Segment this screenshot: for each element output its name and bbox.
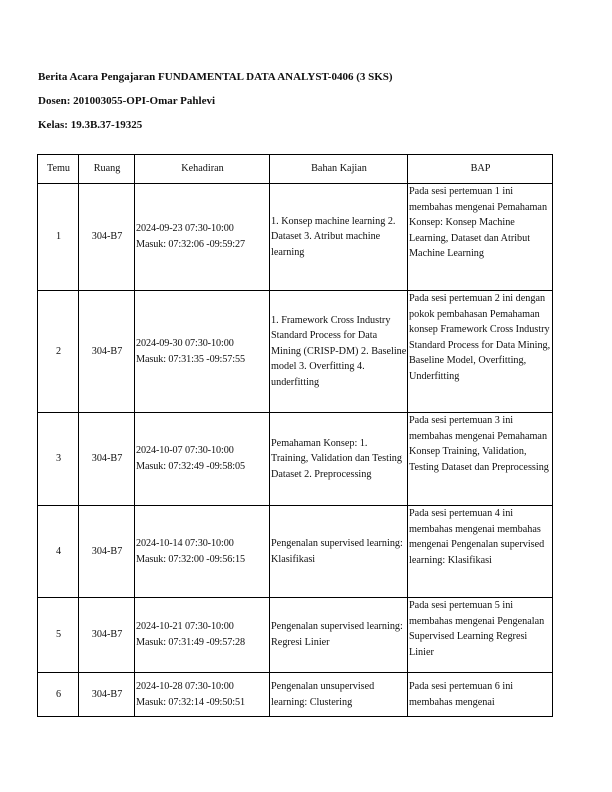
check-in-text: Masuk: 07:31:49 -09:57:28 (136, 637, 245, 648)
table-row (38, 413, 553, 506)
kehadiran-cell (135, 506, 270, 598)
table-row (38, 184, 553, 291)
ruang-cell: 304-B7 (79, 413, 135, 506)
ruang-cell: 304-B7 (79, 506, 135, 598)
schedule-text: 2024-09-23 07:30-10:00 (136, 223, 234, 235)
header-temu: Temu (38, 155, 79, 184)
temu-cell: 5 (38, 598, 79, 673)
document-title: Berita Acara Pengajaran FUNDAMENTAL DATA ANALYST-0406 (3 SKS) (38, 71, 393, 83)
ruang-cell: 304-B7 (79, 291, 135, 413)
bap-cell: Pada sesi pertemuan 2 ini dengan pokok pembahasan Pemahaman konsep Framework Cross Industry Standard Process for Data Mining, Baseline Model, Overfitting, Underfitting (408, 291, 553, 413)
temu-cell: 1 (38, 184, 79, 291)
temu-cell: 6 (38, 673, 79, 717)
header-bahan-kajian: Bahan Kajian (270, 155, 408, 184)
schedule-text: 2024-09-30 07:30-10:00 (136, 337, 234, 349)
lecturer-line: Dosen: 201003055-OPI-Omar Pahlevi (38, 95, 216, 107)
kehadiran-cell (135, 184, 270, 291)
table-row (38, 291, 553, 413)
check-in-text: Masuk: 07:32:49 -09:58:05 (136, 461, 245, 472)
bahan-kajian-cell: Pengenalan supervised learning: Klasifikasi (270, 506, 408, 598)
ruang-cell: 304-B7 (79, 673, 135, 717)
bap-cell: Pada sesi pertemuan 5 ini membahas mengenai Pengenalan Supervised Learning Regresi Linier (408, 598, 553, 673)
header-bap: BAP (408, 155, 553, 184)
bahan-kajian-cell: 1. Konsep machine learning 2. Dataset 3. Atribut machine learning (270, 184, 408, 291)
bap-cell: Pada sesi pertemuan 6 ini membahas mengenai (408, 673, 553, 717)
bahan-kajian-cell: 1. Framework Cross Industry Standard Process for Data Mining (CRISP-DM) 2. Baseline model 3. Overfitting 4. underfitting (270, 291, 408, 413)
table-header-row (38, 155, 553, 184)
check-in-text: Masuk: 07:32:14 -09:50:51 (136, 696, 245, 708)
table-row (38, 598, 553, 673)
attendance-table (37, 154, 553, 717)
bap-cell: Pada sesi pertemuan 1 ini membahas mengenai Pemahaman Konsep: Konsep Machine Learning, Dataset dan Atribut Machine Learning (408, 184, 553, 291)
bahan-kajian-cell: Pengenalan supervised learning: Regresi Linier (270, 598, 408, 673)
check-in-text: Masuk: 07:32:06 -09:59:27 (136, 239, 245, 250)
schedule-text: 2024-10-14 07:30-10:00 (136, 537, 234, 549)
kehadiran-cell (135, 413, 270, 506)
table-row (38, 673, 553, 717)
bahan-kajian-cell: Pengenalan unsupervised learning: Clustering (270, 673, 408, 717)
class-line: Kelas: 19.3B.37-19325 (38, 119, 143, 131)
document-header (38, 70, 393, 142)
ruang-cell: 304-B7 (79, 598, 135, 673)
ruang-cell: 304-B7 (79, 184, 135, 291)
temu-cell: 4 (38, 506, 79, 598)
bap-cell: Pada sesi pertemuan 3 ini membahas mengenai Pemahaman Konsep Training, Validation, Testing Dataset dan Preprocessing (408, 413, 553, 506)
kehadiran-cell (135, 291, 270, 413)
bap-cell: Pada sesi pertemuan 4 ini membahas mengenai membahas mengenai Pengenalan supervised learning: Klasifikasi (408, 506, 553, 598)
schedule-text: 2024-10-21 07:30-10:00 (136, 621, 234, 633)
table-row (38, 506, 553, 598)
kehadiran-cell (135, 673, 270, 717)
bahan-kajian-cell: Pemahaman Konsep: 1. Training, Validation dan Testing Dataset 2. Preprocessing (270, 413, 408, 506)
schedule-text: 2024-10-28 07:30-10:00 (136, 680, 234, 692)
kehadiran-cell (135, 598, 270, 673)
header-ruang: Ruang (79, 155, 135, 184)
temu-cell: 3 (38, 413, 79, 506)
check-in-text: Masuk: 07:32:00 -09:56:15 (136, 553, 245, 565)
schedule-text: 2024-10-07 07:30-10:00 (136, 445, 234, 457)
temu-cell: 2 (38, 291, 79, 413)
header-kehadiran: Kehadiran (135, 155, 270, 184)
check-in-text: Masuk: 07:31:35 -09:57:55 (136, 353, 245, 365)
